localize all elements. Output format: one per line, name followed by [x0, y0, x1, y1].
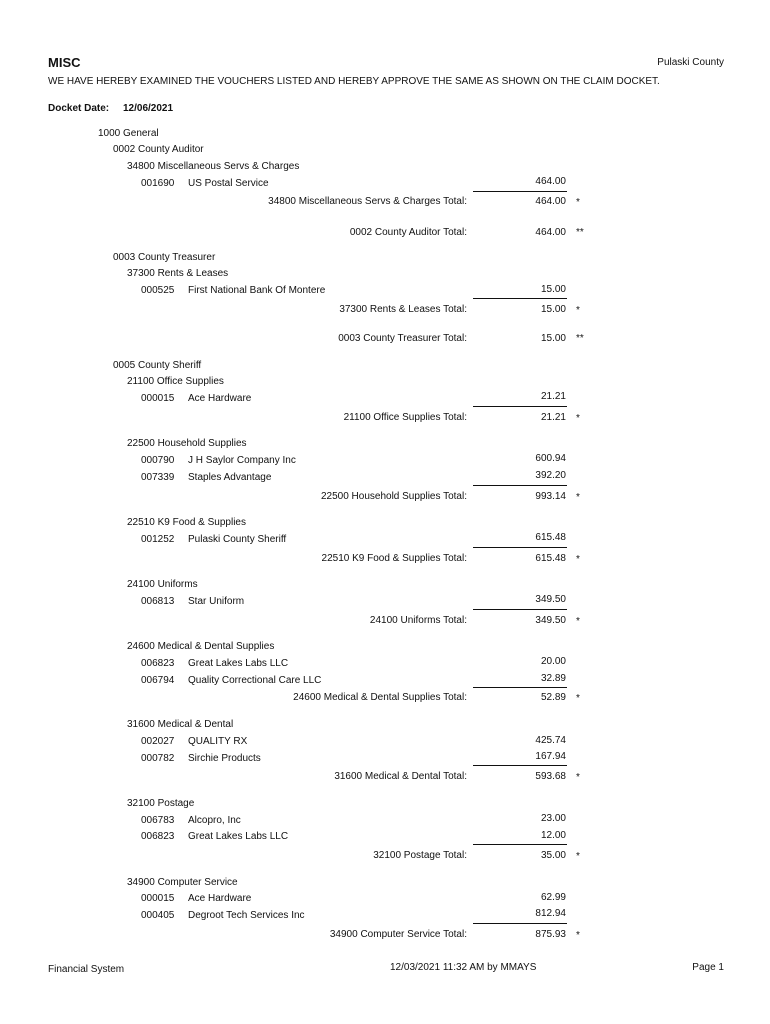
- account-heading: 24600 Medical & Dental Supplies: [127, 641, 275, 652]
- department-total-label: 0002 County Auditor Total:: [349, 227, 467, 238]
- vendor-name: QUALITY RX: [188, 736, 248, 747]
- vendor-name: Great Lakes Labs LLC: [188, 658, 289, 669]
- department-total-amount: 464.00: [535, 227, 566, 238]
- account-heading: 22500 Household Supplies: [127, 438, 247, 449]
- account-heading: 37300 Rents & Leases: [127, 268, 229, 279]
- subtotal-rule: [473, 609, 567, 610]
- vendor-name: Degroot Tech Services Inc: [188, 910, 305, 921]
- account-total-label: 34800 Miscellaneous Servs & Charges Total:: [268, 196, 467, 207]
- account-total-amount: 615.48: [535, 553, 566, 564]
- account-heading: 34900 Computer Service: [127, 877, 238, 888]
- account-total-amount: 21.21: [540, 412, 566, 423]
- vendor-id: 006813: [141, 596, 175, 607]
- vendor-name: Ace Hardware: [188, 893, 252, 904]
- vendor-name: Star Uniform: [188, 596, 245, 607]
- account-total-label: 22500 Household Supplies Total:: [320, 491, 467, 502]
- department-total-mark: **: [576, 227, 584, 238]
- account-total-amount: 15.00: [540, 304, 566, 315]
- department-heading: 0003 County Treasurer: [113, 252, 216, 263]
- subtotal-rule: [473, 844, 567, 845]
- report-title: MISC: [48, 55, 81, 70]
- fund-heading: 1000 General: [98, 128, 159, 139]
- vendor-name: Alcopro, Inc: [188, 815, 241, 826]
- account-total-amount: 593.68: [535, 771, 566, 782]
- vendor-id: 006823: [141, 658, 175, 669]
- vendor-amount: 21.21: [540, 391, 566, 402]
- account-total-mark: *: [576, 772, 580, 783]
- subtotal-rule: [473, 547, 567, 548]
- account-total-label: 21100 Office Supplies Total:: [343, 412, 467, 423]
- vendor-id: 006794: [141, 675, 175, 686]
- account-total-mark: *: [576, 492, 580, 503]
- vendor-amount: 12.00: [540, 830, 566, 841]
- subtotal-rule: [473, 687, 567, 688]
- department-heading: 0005 County Sheriff: [113, 360, 202, 371]
- subtotal-rule: [473, 406, 567, 407]
- account-total-mark: *: [576, 693, 580, 704]
- vendor-id: 000015: [141, 893, 175, 904]
- vendor-name: Quality Correctional Care LLC: [188, 675, 322, 686]
- vendor-id: 000790: [141, 455, 175, 466]
- vendor-id: 002027: [141, 736, 175, 747]
- account-total-label: 34900 Computer Service Total:: [329, 929, 467, 940]
- vendor-amount: 615.48: [535, 532, 566, 543]
- vendor-id: 000525: [141, 285, 175, 296]
- subtotal-rule: [473, 923, 567, 924]
- vendor-name: Pulaski County Sheriff: [188, 534, 287, 545]
- vendor-amount: 392.20: [535, 470, 566, 481]
- vendor-name: US Postal Service: [188, 178, 269, 189]
- vendor-id: 007339: [141, 472, 175, 483]
- account-total-amount: 993.14: [535, 491, 566, 502]
- account-total-amount: 35.00: [540, 850, 566, 861]
- vendor-amount: 167.94: [535, 751, 566, 762]
- account-total-label: 22510 K9 Food & Supplies Total:: [321, 553, 467, 564]
- approval-statement: WE HAVE HEREBY EXAMINED THE VOUCHERS LISTED AND HEREBY APPROVE THE SAME AS SHOWN ON THE CLAIM DOCKET.: [48, 76, 660, 87]
- vendor-amount: 812.94: [535, 908, 566, 919]
- account-heading: 24100 Uniforms: [127, 579, 198, 590]
- vendor-id: 000782: [141, 753, 175, 764]
- department-total-label: 0003 County Treasurer Total:: [338, 333, 467, 344]
- vendor-id: 000405: [141, 910, 175, 921]
- account-total-mark: *: [576, 616, 580, 627]
- vendor-name: Ace Hardware: [188, 393, 252, 404]
- docket-date-label: Docket Date:: [48, 103, 110, 114]
- subtotal-rule: [473, 485, 567, 486]
- account-heading: 21100 Office Supplies: [127, 376, 224, 387]
- county-name: Pulaski County: [657, 57, 724, 68]
- account-total-mark: *: [576, 305, 580, 316]
- account-heading: 34800 Miscellaneous Servs & Charges: [127, 161, 300, 172]
- vendor-amount: 20.00: [540, 656, 566, 667]
- account-total-label: 31600 Medical & Dental Total:: [334, 771, 467, 782]
- vendor-id: 001690: [141, 178, 175, 189]
- vendor-amount: 600.94: [535, 453, 566, 464]
- subtotal-rule: [473, 298, 567, 299]
- vendor-name: Great Lakes Labs LLC: [188, 831, 289, 842]
- account-total-label: 24100 Uniforms Total:: [369, 615, 467, 626]
- account-heading: 22510 K9 Food & Supplies: [127, 517, 246, 528]
- department-total-amount: 15.00: [540, 333, 566, 344]
- account-total-mark: *: [576, 197, 580, 208]
- vendor-id: 006823: [141, 831, 175, 842]
- vendor-amount: 15.00: [540, 284, 566, 295]
- vendor-name: Sirchie Products: [188, 753, 261, 764]
- subtotal-rule: [473, 191, 567, 192]
- account-total-label: 24600 Medical & Dental Supplies Total:: [293, 692, 467, 703]
- docket-date-value: 12/06/2021: [123, 103, 174, 114]
- page-number: Page 1: [692, 962, 724, 973]
- account-total-amount: 349.50: [535, 615, 566, 626]
- account-total-amount: 875.93: [535, 929, 566, 940]
- department-total-mark: **: [576, 333, 584, 344]
- account-total-amount: 52.89: [540, 692, 566, 703]
- vendor-amount: 23.00: [540, 813, 566, 824]
- vendor-amount: 349.50: [535, 594, 566, 605]
- account-total-amount: 464.00: [535, 196, 566, 207]
- account-heading: 31600 Medical & Dental: [127, 719, 234, 730]
- vendor-id: 001252: [141, 534, 175, 545]
- vendor-name: J H Saylor Company Inc: [188, 455, 296, 466]
- vendor-id: 000015: [141, 393, 175, 404]
- vendor-amount: 32.89: [540, 673, 566, 684]
- account-total-mark: *: [576, 851, 580, 862]
- vendor-amount: 464.00: [535, 176, 566, 187]
- account-total-mark: *: [576, 413, 580, 424]
- account-total-label: 37300 Rents & Leases Total:: [339, 304, 467, 315]
- account-total-mark: *: [576, 930, 580, 941]
- vendor-name: Staples Advantage: [188, 472, 272, 483]
- account-heading: 32100 Postage: [127, 798, 195, 809]
- footer-system: Financial System: [48, 964, 125, 975]
- footer-printed: 12/03/2021 11:32 AM by MMAYS: [390, 962, 537, 973]
- subtotal-rule: [473, 765, 567, 766]
- department-heading: 0002 County Auditor: [113, 144, 204, 155]
- account-total-mark: *: [576, 554, 580, 565]
- vendor-amount: 425.74: [535, 735, 566, 746]
- vendor-amount: 62.99: [540, 892, 566, 903]
- vendor-name: First National Bank Of Montere: [188, 285, 326, 296]
- vendor-id: 006783: [141, 815, 175, 826]
- account-total-label: 32100 Postage Total:: [373, 850, 467, 861]
